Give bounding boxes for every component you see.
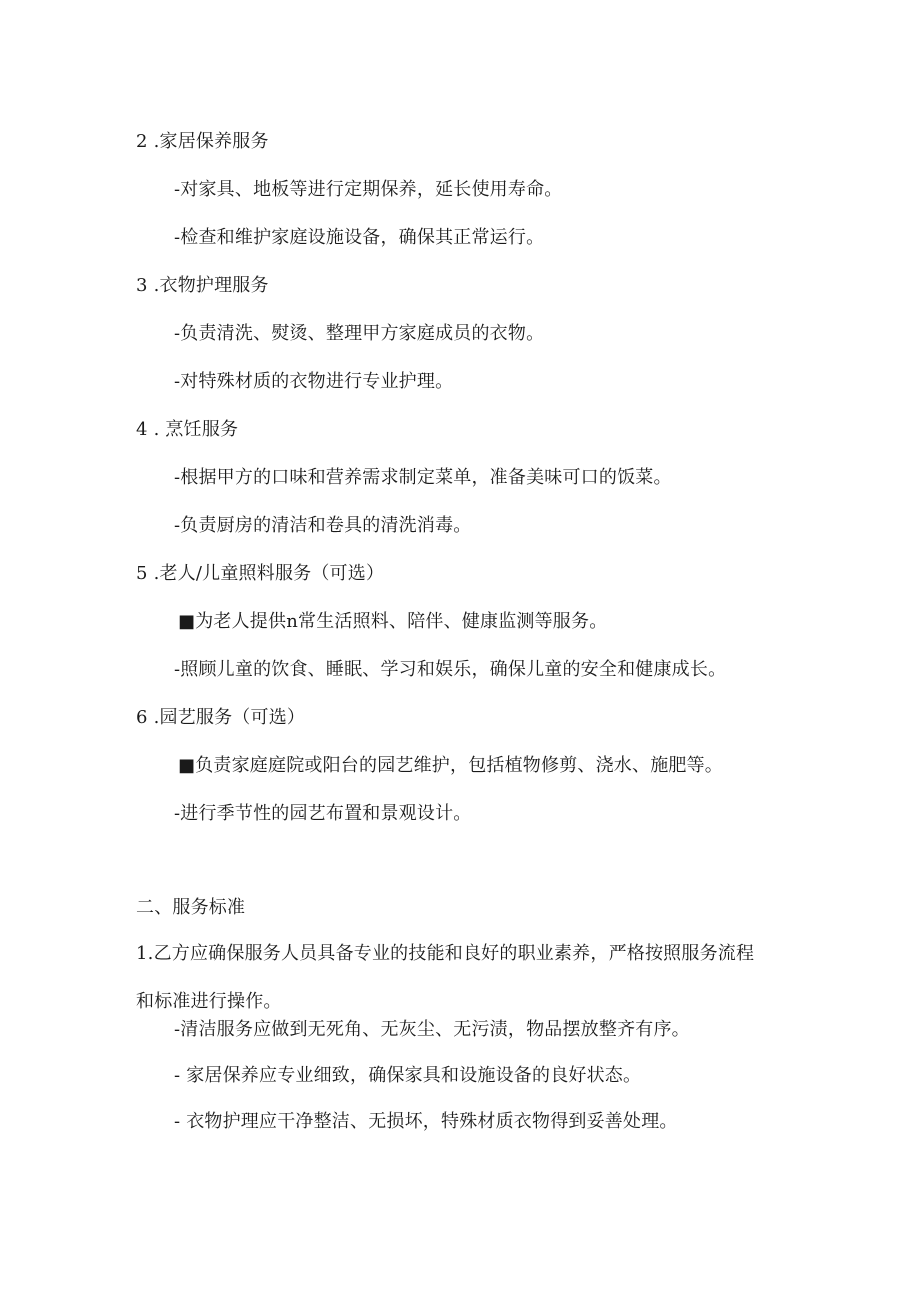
list-item: -根据甲方的口味和营养需求制定菜单，准备美味可口的饭菜。 <box>174 467 672 488</box>
section-heading-clothing-care: 3 .衣物护理服务 <box>136 275 269 296</box>
section-heading-elder-child-care: 5 .老人/儿童照料服务（可选） <box>136 563 385 584</box>
list-item: -负责清洗、熨烫、整理甲方家庭成员的衣物。 <box>174 323 545 344</box>
standards-paragraph-line-1: 1.乙方应确保服务人员具备专业的技能和良好的职业素养，严格按照服务流程 <box>136 943 755 964</box>
standards-paragraph-line-2: 和标准进行操作。 <box>136 991 282 1012</box>
list-item: - 家居保养应专业细致，确保家具和设施设备的良好状态。 <box>174 1065 642 1086</box>
list-item: - 衣物护理应干净整洁、无损坏，特殊材质衣物得到妥善处理。 <box>174 1111 678 1132</box>
list-item: -进行季节性的园艺布置和景观设计。 <box>174 803 472 824</box>
list-item: -检查和维护家庭设施设备，确保其正常运行。 <box>174 227 545 248</box>
section-heading-home-maintenance: 2 .家居保养服务 <box>136 131 269 152</box>
list-item: -清洁服务应做到无死角、无灰尘、无污渍，物品摆放整齐有序。 <box>174 1019 690 1040</box>
list-item: ■负责家庭庭院或阳台的园艺维护，包括植物修剪、浇水、施肥等。 <box>178 755 724 776</box>
list-item: -对特殊材质的衣物进行专业护理。 <box>174 371 454 392</box>
list-item: -照顾儿童的饮食、睡眠、学习和娱乐，确保儿童的安全和健康成长。 <box>174 659 727 680</box>
section-heading-cooking: 4 . 烹饪服务 <box>136 419 239 440</box>
section-heading-gardening: 6 .园艺服务（可选） <box>136 707 306 728</box>
list-item: ■为老人提供n常生活照料、陪伴、健康监测等服务。 <box>178 611 608 632</box>
list-item: -对家具、地板等进行定期保养，延长使用寿命。 <box>174 179 563 200</box>
list-item: -负责厨房的清洁和卷具的清洗消毒。 <box>174 515 472 536</box>
section-title-service-standards: 二、服务标准 <box>136 897 246 918</box>
